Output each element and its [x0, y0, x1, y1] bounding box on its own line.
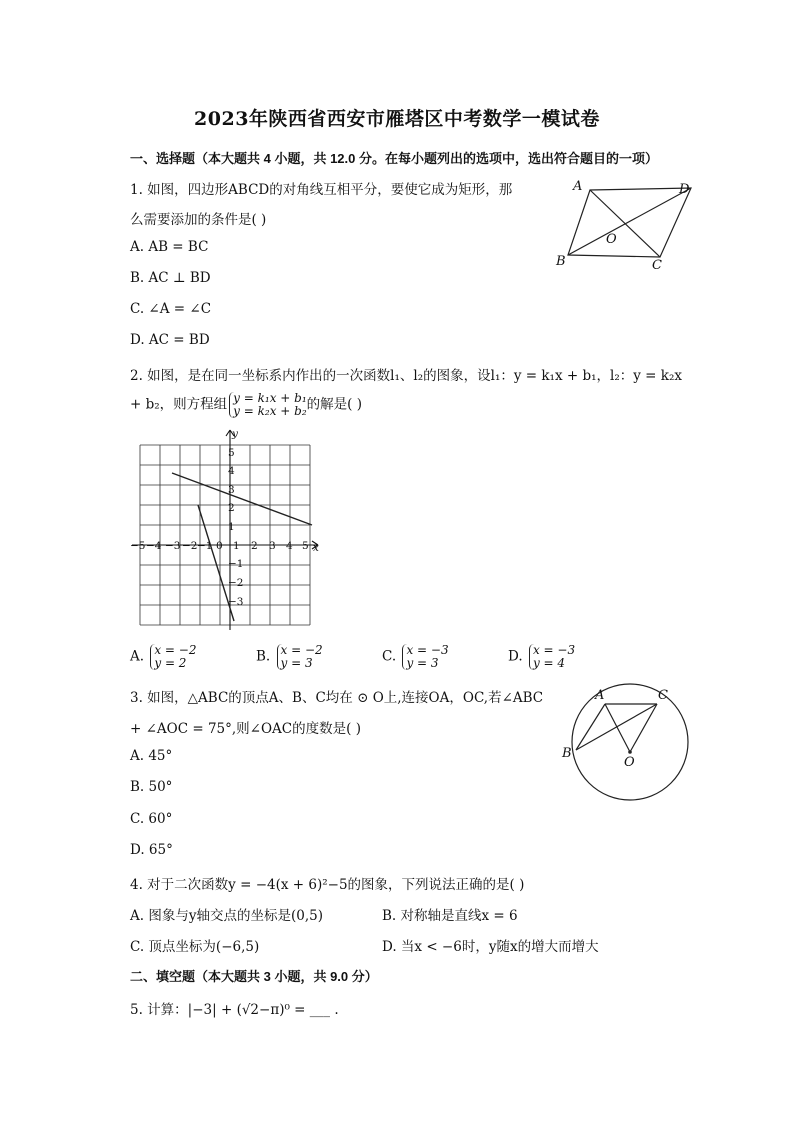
x-tick: 4 — [286, 540, 293, 552]
x-tick: −2 — [182, 540, 198, 552]
option-system-y: y = 3 — [406, 656, 439, 670]
q4-option-a: A. 图象与y轴交点的坐标是(0,5) — [130, 908, 323, 924]
q1-label-c: C — [652, 258, 662, 273]
q2-system-eq2: y = k₂x + b₂ — [233, 404, 307, 418]
option-letter: A. — [130, 648, 145, 665]
x-tick: −1 — [197, 540, 213, 552]
q1-option-d: D. AC = BD — [130, 332, 210, 348]
y-tick: 5 — [228, 447, 235, 459]
q2-option-b — [256, 644, 323, 670]
option-system-y: y = 3 — [280, 656, 313, 670]
q3-stem-line1: 3. 如图，△ABC的顶点A、B、C均在 ⊙ O上,连接OA，OC,若∠ABC — [130, 690, 544, 706]
option-letter: D. — [508, 648, 523, 665]
q5-stem: 5. 计算：|−3| + (√2−π)⁰ = ___ . — [130, 1002, 339, 1018]
q2-stem-prefix: + b₂，则方程组 — [130, 396, 228, 413]
x-tick: −5 — [130, 540, 146, 552]
q2-stem-suffix: 的解是( ) — [306, 396, 362, 413]
section-heading-choice: 一、选择题（本大题共 4 小题，共 12.0 分。在每小题列出的选项中，选出符合题目的一项） — [130, 151, 658, 166]
q2-option-a — [130, 644, 196, 670]
q3-option-b: B. 50° — [130, 779, 173, 795]
q1-stem-line1: 1. 如图，四边形ABCD的对角线互相平分，要使它成为矩形，那 — [130, 182, 513, 198]
option-system — [529, 644, 575, 670]
q3-circle-figure — [555, 682, 695, 812]
option-system-x: x = −2 — [154, 643, 197, 657]
graph-origin-label: 0 — [216, 540, 223, 552]
x-tick: −3 — [165, 540, 181, 552]
x-tick: 2 — [251, 540, 258, 552]
q2-option-d — [508, 644, 575, 670]
page-title: 2023年陕西省西安市雁塔区中考数学一模试卷 — [194, 108, 600, 130]
option-system-x: x = −3 — [532, 643, 576, 657]
q3-option-d: D. 65° — [130, 842, 173, 858]
q3-option-c: C. 60° — [130, 811, 173, 827]
q3-label-o: O — [624, 755, 635, 770]
q1-option-a: A. AB = BC — [130, 239, 209, 255]
y-tick: −2 — [228, 577, 244, 589]
option-letter: C. — [382, 648, 397, 665]
q4-stem: 4. 对于二次函数y = −4(x + 6)²−5的图象，下列说法正确的是( ) — [130, 877, 525, 893]
q2-stem-line1: 2. 如图，是在同一坐标系内作出的一次函数l₁、l₂的图象，设l₁：y = k₁x + b₁，l₂：y = k₂x — [130, 368, 682, 384]
option-system-x: x = −2 — [280, 643, 323, 657]
x-tick: −4 — [146, 540, 162, 552]
y-tick: −3 — [228, 596, 244, 608]
option-system — [150, 644, 196, 670]
q4-option-b: B. 对称轴是直线x = 6 — [382, 908, 518, 924]
q1-label-a: A — [573, 179, 583, 194]
q4-option-c: C. 顶点坐标为(−6,5) — [130, 939, 260, 955]
q1-parallelogram-figure — [548, 175, 698, 275]
q1-stem-line2: 么需要添加的条件是( ) — [130, 212, 267, 228]
q3-stem-line2: + ∠AOC = 75°,则∠OAC的度数是( ) — [130, 721, 361, 737]
q2-equation-system — [229, 392, 307, 418]
x-tick: 1 — [233, 540, 240, 552]
graph-y-label: y — [232, 428, 238, 440]
option-letter: B. — [256, 648, 271, 665]
section-heading-fill: 二、填空题（本大题共 3 小题，共 9.0 分） — [130, 969, 378, 984]
graph-x-label: x — [313, 542, 319, 554]
y-tick: 4 — [228, 465, 235, 477]
q1-option-b: B. AC ⊥ BD — [130, 270, 211, 286]
x-tick: 5 — [302, 540, 309, 552]
q1-option-c: C. ∠A = ∠C — [130, 301, 212, 317]
q1-label-o: O — [606, 232, 617, 247]
y-tick: −1 — [228, 558, 244, 570]
q3-label-b: B — [562, 746, 572, 761]
option-system-x: x = −3 — [406, 643, 449, 657]
option-system — [277, 644, 323, 670]
q2-system-eq1: y = k₁x + b₁ — [233, 391, 307, 405]
q2-coordinate-grid — [128, 425, 328, 640]
q1-label-b: B — [556, 254, 566, 269]
q4-option-d: D. 当x < −6时，y随x的增大而增大 — [382, 939, 599, 955]
x-tick: 3 — [269, 540, 276, 552]
q3-label-a: A — [595, 688, 605, 703]
option-system-y: y = 4 — [532, 656, 566, 670]
q1-label-d: D — [679, 182, 690, 197]
y-tick: 3 — [228, 484, 235, 496]
option-system — [402, 644, 448, 670]
q3-label-c: C — [658, 688, 668, 703]
line-l1 — [172, 473, 312, 525]
q3-option-a: A. 45° — [130, 748, 173, 764]
y-tick: 2 — [228, 502, 235, 514]
option-system-y: y = 2 — [154, 656, 187, 670]
q2-option-c — [382, 644, 449, 670]
y-tick: 1 — [228, 521, 235, 533]
q2-stem-line2 — [130, 392, 362, 418]
